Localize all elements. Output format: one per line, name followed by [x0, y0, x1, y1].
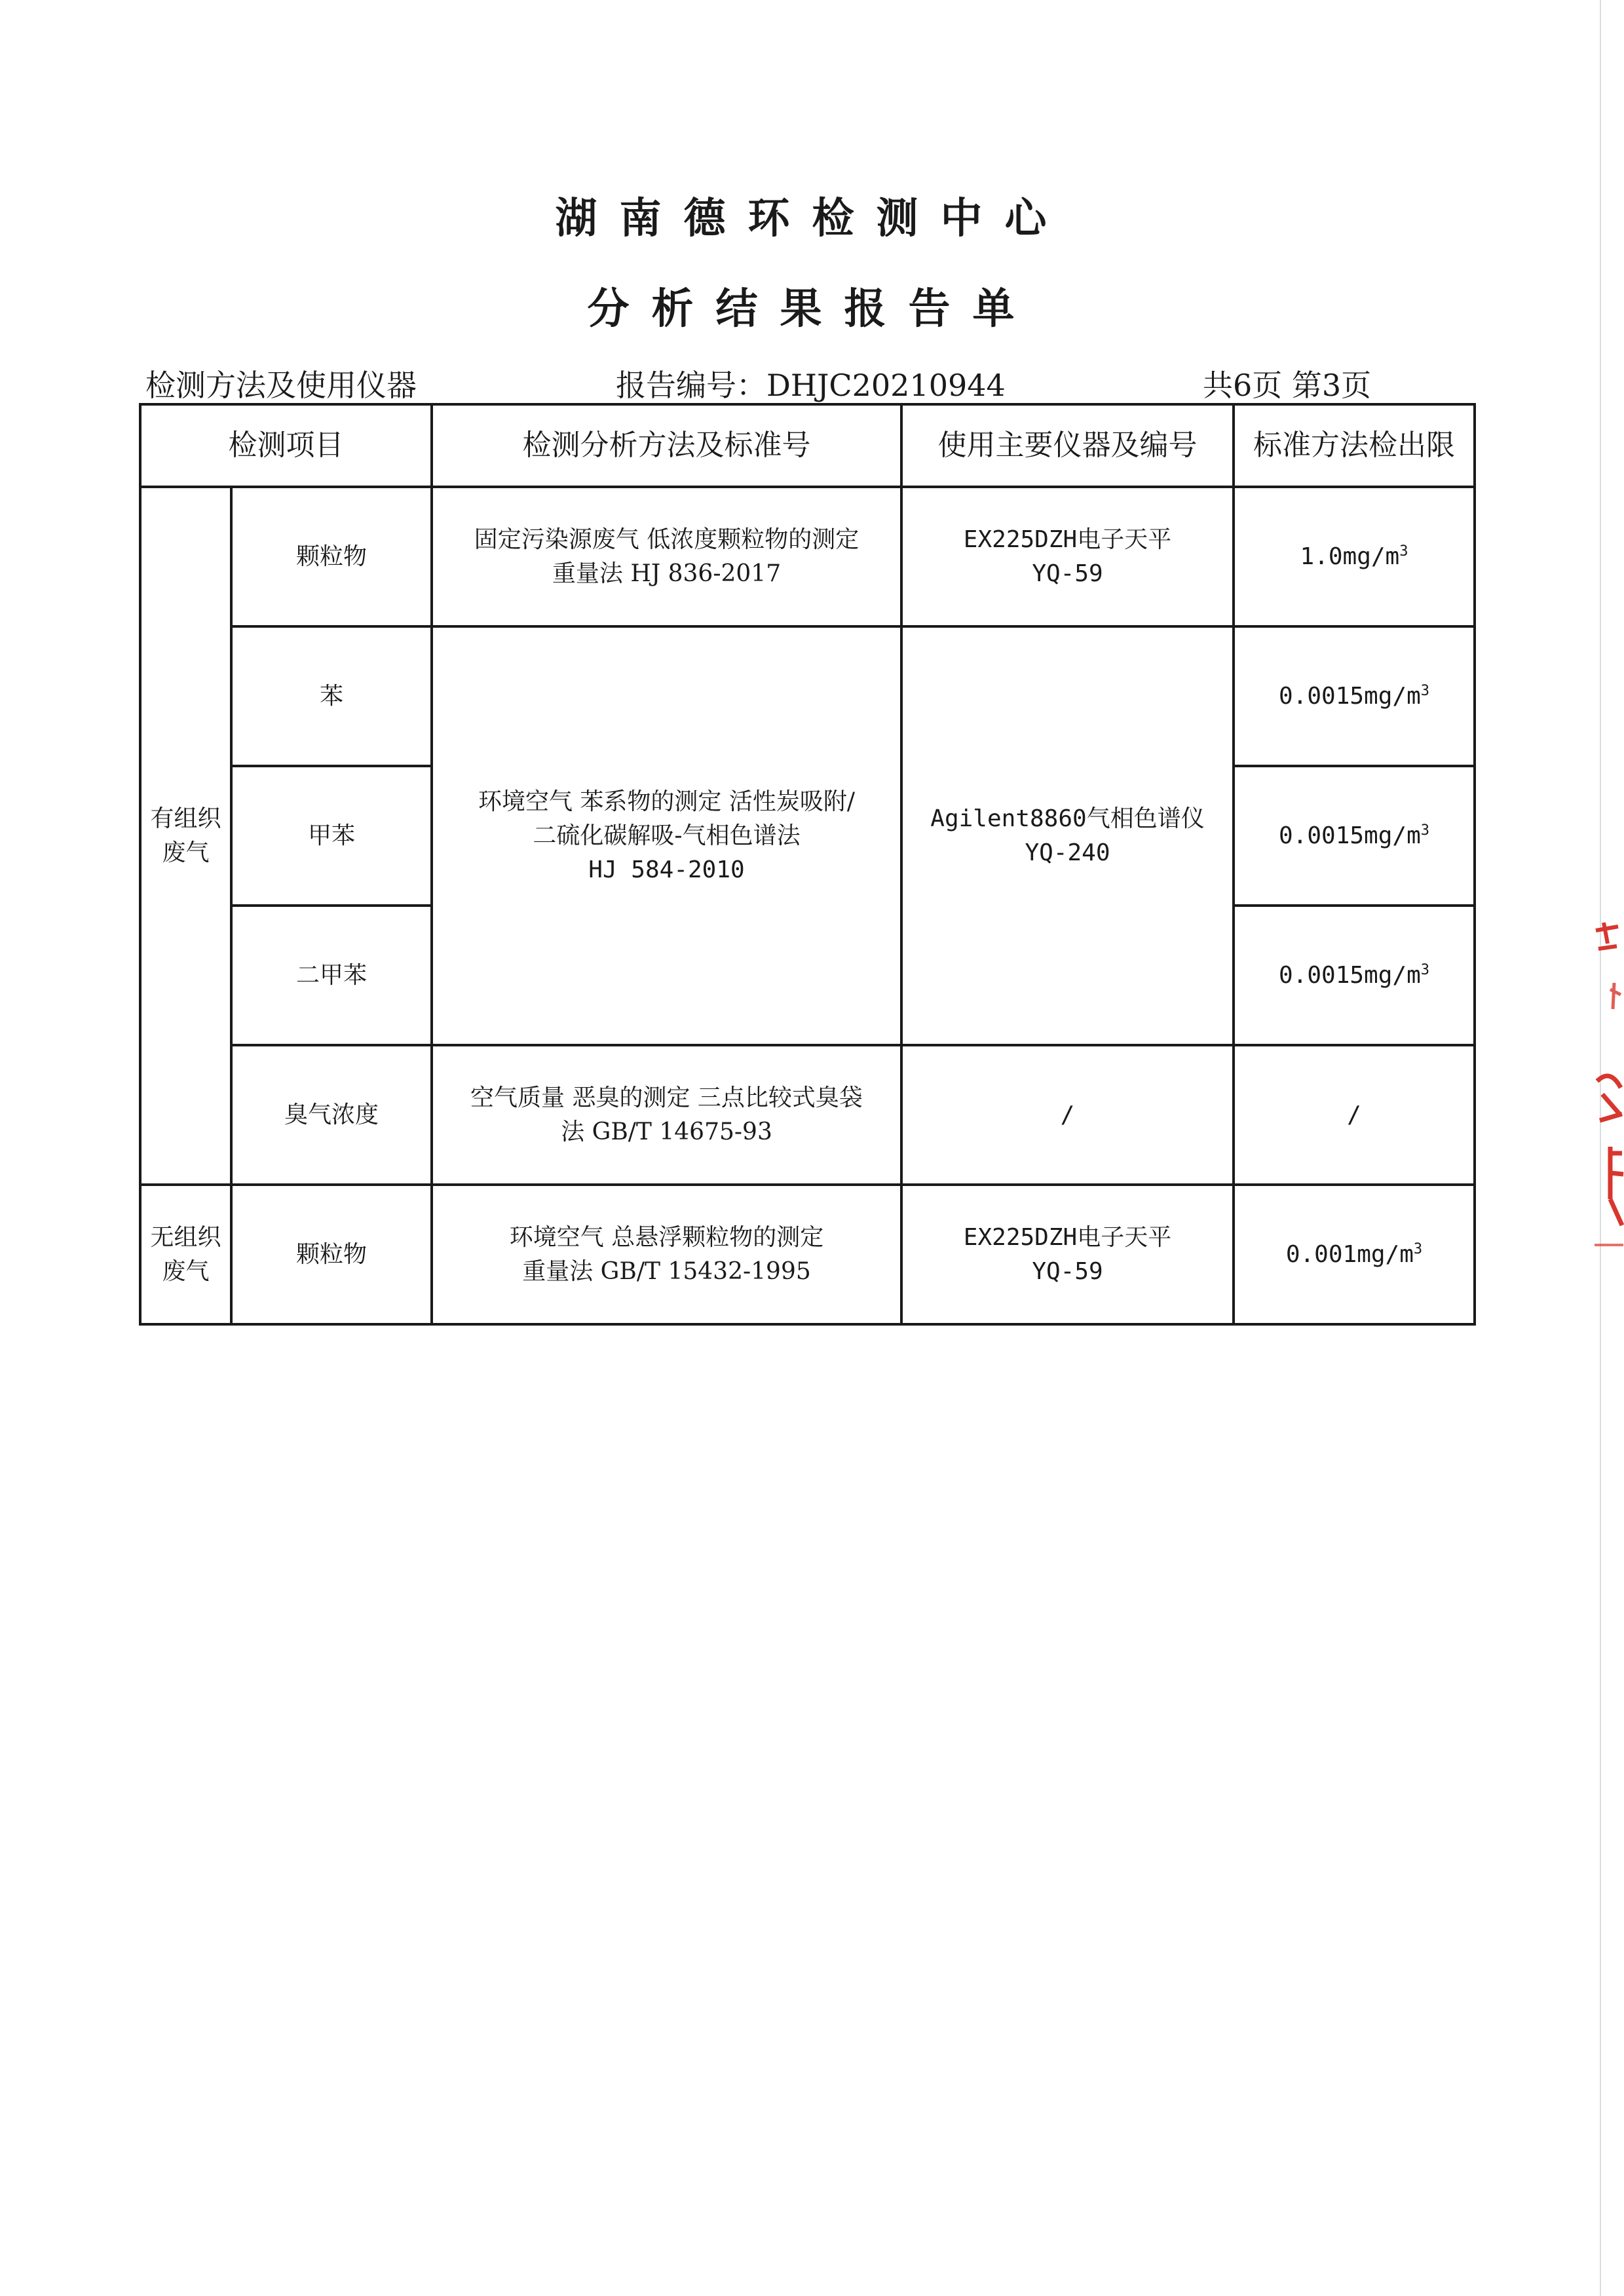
method-line: 重量法 GB/T 15432-1995	[522, 1257, 811, 1285]
item-name: 颗粒物	[231, 1185, 432, 1324]
method-cell	[432, 626, 901, 1045]
item-name: 甲苯	[231, 766, 432, 906]
detection-limit: $0.001mg/m^3$	[1234, 1185, 1475, 1324]
detection-limit: $0.0015mg/m^3$	[1234, 626, 1475, 766]
item-name: 颗粒物	[231, 487, 432, 626]
method-line: 空气质量 恶臭的测定 三点比较式臭袋	[470, 1084, 863, 1111]
method-line: 环境空气 苯系物的测定 活性炭吸附/	[478, 788, 856, 815]
method-line: 固定污染源废气 低浓度颗粒物的测定	[474, 526, 859, 553]
method-line: 二硫化碳解吸-气相色谱法	[533, 822, 801, 849]
instrument-line: EX225DZH电子天平	[963, 1223, 1172, 1251]
page-indicator: 共6页 第3页	[1203, 368, 1372, 403]
instrument-line: EX225DZH电子天平	[963, 526, 1172, 553]
table-row	[140, 487, 1475, 626]
section-label: 检测方法及使用仪器	[145, 368, 417, 403]
method-line: 环境空气 总悬浮颗粒物的测定	[509, 1223, 824, 1251]
instrument-cell	[901, 626, 1234, 1045]
table-row	[140, 1185, 1475, 1324]
detection-limit: $1.0mg/m^3$	[1234, 487, 1475, 626]
group-organized-waste-gas: 有组织废气	[140, 487, 231, 1185]
instrument-line: YQ-59	[1032, 1257, 1103, 1285]
report-title: 分析结果报告单	[587, 284, 1037, 334]
method-cell	[432, 1045, 901, 1185]
detection-limit: $0.0015mg/m^3$	[1234, 766, 1475, 906]
instrument-line: YQ-240	[1025, 839, 1110, 866]
org-title: 湖南德环检测中心	[555, 194, 1069, 243]
method-cell	[432, 487, 901, 626]
red-seal-stamp-fragment	[1584, 917, 1624, 1258]
method-cell	[432, 1185, 901, 1324]
method-line: 法 GB/T 14675-93	[561, 1118, 772, 1145]
instrument-cell	[901, 487, 1234, 626]
table-row	[140, 626, 1475, 766]
detection-limit: /	[1234, 1045, 1475, 1185]
instrument-line: /	[1060, 1101, 1075, 1128]
instrument-line: Agilent8860气相色谱仪	[930, 805, 1205, 832]
item-name: 臭气浓度	[231, 1045, 432, 1185]
instrument-cell	[901, 1045, 1234, 1185]
report-number: 报告编号：DHJC20210944	[616, 368, 1006, 403]
instrument-line: YQ-59	[1032, 560, 1103, 587]
header-method: 检测分析方法及标准号	[432, 404, 901, 487]
method-line: HJ 584-2010	[588, 856, 745, 883]
method-line: 重量法 HJ 836-2017	[552, 560, 782, 587]
header-instrument: 使用主要仪器及编号	[901, 404, 1234, 487]
detection-limit: $0.0015mg/m^3$	[1234, 906, 1475, 1045]
table-header-row	[140, 404, 1475, 487]
table-row	[140, 1045, 1475, 1185]
item-name: 二甲苯	[231, 906, 432, 1045]
method-instrument-table	[139, 403, 1476, 1326]
instrument-cell	[901, 1185, 1234, 1324]
item-name: 苯	[231, 626, 432, 766]
header-item: 检测项目	[140, 404, 432, 487]
header-limit: 标准方法检出限	[1234, 404, 1475, 487]
group-fugitive-waste-gas: 无组织废气	[140, 1185, 231, 1324]
